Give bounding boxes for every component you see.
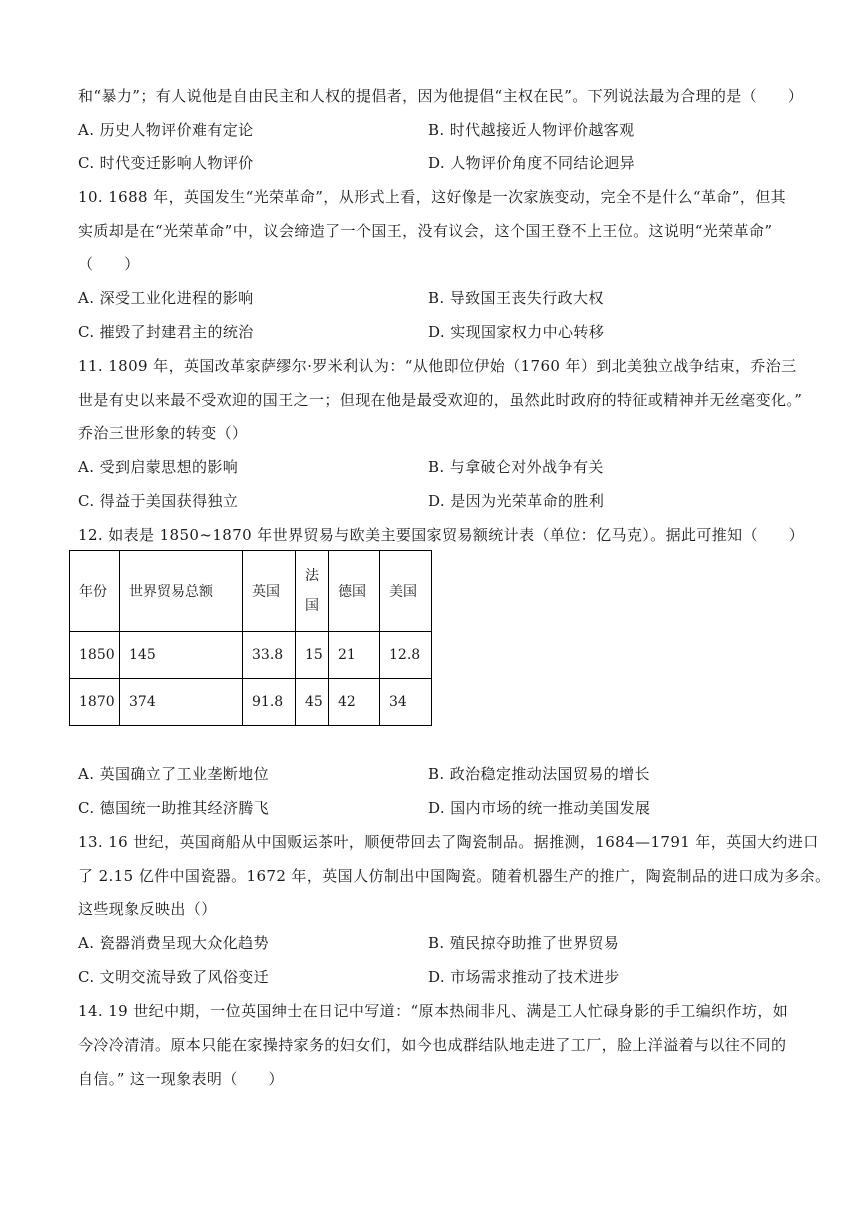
q11-stem-line-3: 乔治三世形象的转变（） bbox=[78, 424, 248, 442]
q9-option-b: B. 时代越接近人物评价越客观 bbox=[428, 121, 635, 139]
q10-option-a: A. 深受工业化进程的影响 bbox=[78, 289, 254, 307]
q13-option-c: C. 文明交流导致了风俗变迁 bbox=[78, 968, 270, 986]
header-britain: 英国 bbox=[243, 551, 296, 632]
q14-stem-line-1: 14. 19 世纪中期，一位英国绅士在日记中写道：“原本热闹非凡、满是工人忙碌身影的手工编织作坊，如 bbox=[78, 1002, 789, 1020]
header-france: 法 国 bbox=[296, 551, 329, 632]
q10-option-b: B. 导致国王丧失行政大权 bbox=[428, 289, 604, 307]
q12-option-c: C. 德国统一助推其经济腾飞 bbox=[78, 799, 270, 817]
q12-option-d: D. 国内市场的统一推动美国发展 bbox=[428, 799, 651, 817]
header-year: 年份 bbox=[70, 551, 120, 632]
q13-option-b: B. 殖民掠夺助推了世界贸易 bbox=[428, 934, 620, 952]
q10-stem-line-3: （ ） bbox=[78, 255, 140, 273]
q10-option-d: D. 实现国家权力中心转移 bbox=[428, 323, 605, 341]
q10-stem-line-1: 10. 1688 年，英国发生“光荣革命”，从形式上看，这好像是一次家族变动，完全不是什么“革命”，但其 bbox=[78, 188, 787, 206]
cell-usa: 12.8 bbox=[380, 632, 432, 679]
q9-option-a: A. 历史人物评价难有定论 bbox=[78, 121, 254, 139]
cell-france: 15 bbox=[296, 632, 329, 679]
cell-germany: 42 bbox=[329, 679, 380, 726]
q12-stem: 12. 如表是 1850~1870 年世界贸易与欧美主要国家贸易额统计表（单位：亿马克）。据此可推知（ ） bbox=[78, 526, 805, 544]
table-header-row bbox=[70, 551, 432, 632]
q13-option-a: A. 瓷器消费呈现大众化趋势 bbox=[78, 934, 269, 952]
trade-stats-table bbox=[69, 550, 432, 726]
q13-stem-line-1: 13. 16 世纪，英国商船从中国贩运茶叶，顺便带回去了陶瓷制品。据推测，1684—1791 年，英国大约进口 bbox=[78, 833, 819, 851]
cell-britain: 91.8 bbox=[243, 679, 296, 726]
cell-world-trade: 374 bbox=[120, 679, 243, 726]
q11-option-a: A. 受到启蒙思想的影响 bbox=[78, 458, 239, 476]
q10-stem-line-2: 实质却是在“光荣革命”中，议会缔造了一个国王，没有议会，这个国王登不上王位。这说明“光荣革命” bbox=[78, 222, 773, 240]
q12-option-b: B. 政治稳定推动法国贸易的增长 bbox=[428, 765, 650, 783]
table-row bbox=[70, 679, 432, 726]
q13-stem-line-2: 了 2.15 亿件中国瓷器。1672 年，英国人仿制出中国陶瓷。随着机器生产的推广，陶瓷制品的进口成为多余。 bbox=[78, 867, 831, 885]
q13-option-d: D. 市场需求推动了技术进步 bbox=[428, 968, 620, 986]
header-world-trade: 世界贸易总额 bbox=[120, 551, 243, 632]
q11-stem-line-2: 世是有史以来最不受欢迎的国王之一；但现在他是最受欢迎的，虽然此时政府的特征或精神并无丝毫变化。” bbox=[78, 391, 803, 409]
cell-year: 1870 bbox=[70, 679, 120, 726]
cell-usa: 34 bbox=[380, 679, 432, 726]
q11-option-c: C. 得益于美国获得独立 bbox=[78, 492, 239, 510]
cell-germany: 21 bbox=[329, 632, 380, 679]
q13-stem-line-3: 这些现象反映出（） bbox=[78, 900, 217, 918]
q11-stem-line-1: 11. 1809 年，英国改革家萨缪尔·罗米利认为：“从他即位伊始（1760 年）到北美独立战争结束，乔治三 bbox=[78, 357, 797, 375]
q10-option-c: C. 摧毁了封建君主的统治 bbox=[78, 323, 254, 341]
q11-option-d: D. 是因为光荣革命的胜利 bbox=[428, 492, 605, 510]
q9-option-c: C. 时代变迁影响人物评价 bbox=[78, 154, 254, 172]
q9-option-d: D. 人物评价角度不同结论迥异 bbox=[428, 154, 636, 172]
cell-france: 45 bbox=[296, 679, 329, 726]
q14-stem-line-3: 自信。” 这一现象表明（ ） bbox=[78, 1070, 284, 1088]
q14-stem-line-2: 今冷冷清清。原本只能在家操持家务的妇女们，如今也成群结队地走进了工厂，脸上洋溢着与以往不同的 bbox=[78, 1036, 787, 1054]
header-germany: 德国 bbox=[329, 551, 380, 632]
cell-year: 1850 bbox=[70, 632, 120, 679]
header-usa: 美国 bbox=[380, 551, 432, 632]
cell-britain: 33.8 bbox=[243, 632, 296, 679]
q9-stem-tail: 和“暴力”；有人说他是自由民主和人权的提倡者，因为他提倡“主权在民”。下列说法最为合理的是（ ） bbox=[78, 87, 804, 105]
cell-world-trade: 145 bbox=[120, 632, 243, 679]
table-row bbox=[70, 632, 432, 679]
q11-option-b: B. 与拿破仑对外战争有关 bbox=[428, 458, 604, 476]
q12-option-a: A. 英国确立了工业垄断地位 bbox=[78, 765, 269, 783]
